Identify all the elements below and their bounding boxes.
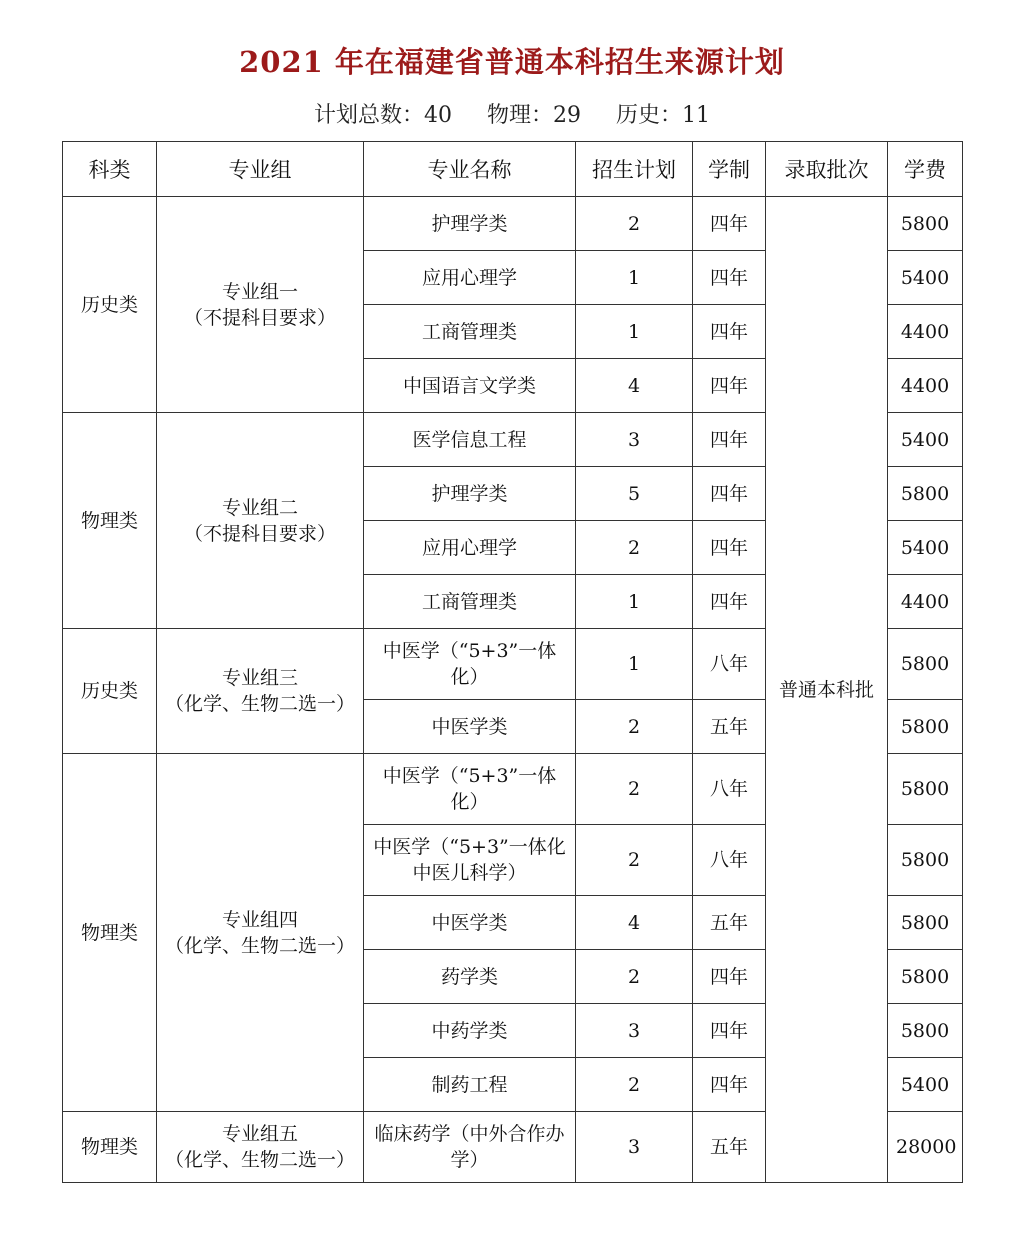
fee-cell: 5800 — [888, 950, 963, 1004]
header-fee: 学费 — [888, 142, 963, 197]
fee-cell: 28000 — [888, 1112, 963, 1183]
fee-cell: 5400 — [888, 1058, 963, 1112]
fee-cell: 5800 — [888, 467, 963, 521]
plan-cell: 2 — [576, 1058, 693, 1112]
group-name: 专业组四 — [221, 908, 298, 931]
plan-cell: 3 — [576, 1112, 693, 1183]
years-cell: 四年 — [693, 359, 766, 413]
fee-cell: 5800 — [888, 700, 963, 754]
years-cell: 四年 — [693, 467, 766, 521]
plan-cell: 3 — [576, 1004, 693, 1058]
group-requirement: （不提科目要求） — [183, 306, 336, 329]
fee-cell: 5800 — [888, 629, 963, 700]
fee-cell: 5800 — [888, 896, 963, 950]
major-cell: 临床药学（中外合作办学） — [364, 1112, 576, 1183]
years-cell: 五年 — [693, 1112, 766, 1183]
major-cell: 中医学（“5+3”一体化中医儿科学） — [364, 825, 576, 896]
plan-cell: 2 — [576, 700, 693, 754]
years-cell: 四年 — [693, 305, 766, 359]
fee-cell: 4400 — [888, 575, 963, 629]
plan-cell: 3 — [576, 413, 693, 467]
plan-cell: 5 — [576, 467, 693, 521]
header-years: 学制 — [693, 142, 766, 197]
header-category: 科类 — [63, 142, 157, 197]
major-cell: 中医学（“5+3”一体化） — [364, 754, 576, 825]
major-cell: 中医学类 — [364, 700, 576, 754]
years-cell: 五年 — [693, 896, 766, 950]
summary-physics: 物理：29 — [487, 103, 581, 128]
major-cell: 药学类 — [364, 950, 576, 1004]
header-batch: 录取批次 — [766, 142, 888, 197]
major-cell: 中国语言文学类 — [364, 359, 576, 413]
years-cell: 四年 — [693, 251, 766, 305]
fee-cell: 4400 — [888, 305, 963, 359]
fee-cell: 4400 — [888, 359, 963, 413]
group-name: 专业组二 — [221, 496, 298, 519]
group-cell — [157, 629, 364, 754]
major-cell: 工商管理类 — [364, 305, 576, 359]
category-cell: 物理类 — [63, 413, 157, 629]
plan-cell: 1 — [576, 629, 693, 700]
plan-cell: 4 — [576, 896, 693, 950]
header-group: 专业组 — [157, 142, 364, 197]
enrollment-plan-table — [62, 141, 963, 1183]
fee-cell: 5800 — [888, 1004, 963, 1058]
plan-cell: 2 — [576, 825, 693, 896]
category-cell: 物理类 — [63, 1112, 157, 1183]
plan-cell: 1 — [576, 575, 693, 629]
plan-cell: 2 — [576, 754, 693, 825]
group-cell — [157, 754, 364, 1112]
years-cell: 八年 — [693, 754, 766, 825]
major-cell: 中药学类 — [364, 1004, 576, 1058]
plan-summary — [0, 98, 1024, 129]
group-cell — [157, 1112, 364, 1183]
group-requirement: （不提科目要求） — [183, 522, 336, 545]
major-cell: 应用心理学 — [364, 521, 576, 575]
group-cell — [157, 413, 364, 629]
years-cell: 四年 — [693, 413, 766, 467]
category-cell: 历史类 — [63, 629, 157, 754]
group-cell — [157, 197, 364, 413]
years-cell: 八年 — [693, 629, 766, 700]
table-header-row — [63, 142, 963, 197]
fee-cell: 5400 — [888, 413, 963, 467]
plan-cell: 2 — [576, 521, 693, 575]
summary-history: 历史：11 — [616, 103, 710, 128]
major-cell: 应用心理学 — [364, 251, 576, 305]
major-cell: 护理学类 — [364, 197, 576, 251]
fee-cell: 5400 — [888, 251, 963, 305]
major-cell: 制药工程 — [364, 1058, 576, 1112]
fee-cell: 5400 — [888, 521, 963, 575]
summary-total: 计划总数：40 — [314, 103, 452, 128]
group-name: 专业组五 — [221, 1123, 298, 1145]
plan-cell: 2 — [576, 197, 693, 251]
plan-cell: 4 — [576, 359, 693, 413]
years-cell: 四年 — [693, 521, 766, 575]
fee-cell: 5800 — [888, 197, 963, 251]
years-cell: 四年 — [693, 1058, 766, 1112]
years-cell: 四年 — [693, 575, 766, 629]
years-cell: 四年 — [693, 1004, 766, 1058]
major-cell: 护理学类 — [364, 467, 576, 521]
group-requirement: （化学、生物二选一） — [165, 1149, 356, 1171]
header-plan: 招生计划 — [576, 142, 693, 197]
years-cell: 四年 — [693, 950, 766, 1004]
group-name: 专业组一 — [221, 280, 298, 303]
group-requirement: （化学、生物二选一） — [165, 693, 356, 715]
fee-cell: 5800 — [888, 825, 963, 896]
major-cell: 中医学（“5+3”一体化） — [364, 629, 576, 700]
major-cell: 医学信息工程 — [364, 413, 576, 467]
major-cell: 工商管理类 — [364, 575, 576, 629]
fee-cell: 5800 — [888, 754, 963, 825]
plan-cell: 2 — [576, 950, 693, 1004]
batch-cell: 普通本科批 — [766, 197, 888, 1183]
years-cell: 四年 — [693, 197, 766, 251]
years-cell: 八年 — [693, 825, 766, 896]
page-title: 2021 年在福建省普通本科招生来源计划 — [239, 45, 785, 79]
table-row — [63, 197, 963, 251]
category-cell: 历史类 — [63, 197, 157, 413]
group-name: 专业组三 — [221, 667, 298, 689]
plan-cell: 1 — [576, 251, 693, 305]
group-requirement: （化学、生物二选一） — [165, 934, 356, 957]
years-cell: 五年 — [693, 700, 766, 754]
header-major: 专业名称 — [364, 142, 576, 197]
category-cell: 物理类 — [63, 754, 157, 1112]
major-cell: 中医学类 — [364, 896, 576, 950]
plan-cell: 1 — [576, 305, 693, 359]
